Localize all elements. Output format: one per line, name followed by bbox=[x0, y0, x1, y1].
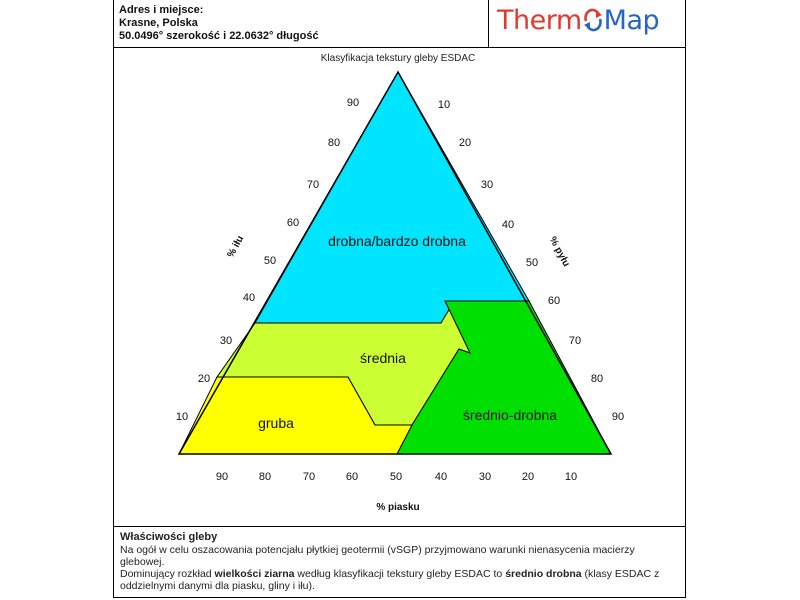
silt-tick-label: 30 bbox=[480, 179, 494, 191]
soil-properties bbox=[113, 526, 686, 598]
logo-thermo-text: Therm bbox=[497, 5, 582, 36]
silt-tick-label: 50 bbox=[525, 257, 539, 269]
result-class-emphasis: średnio drobna bbox=[505, 568, 582, 580]
clay-tick-label: 10 bbox=[175, 411, 189, 423]
silt-tick-label: 90 bbox=[611, 411, 625, 423]
diagram-title: Klasyfikacja tekstury gleby ESDAC bbox=[320, 53, 476, 64]
sand-tick-label: 80 bbox=[258, 471, 272, 483]
properties-title: Właściwości gleby bbox=[120, 531, 218, 543]
ternary-plot bbox=[113, 48, 686, 526]
region-label-gruba: gruba bbox=[258, 415, 294, 431]
logo-map-text: Map bbox=[603, 5, 660, 36]
coordinates: 50.0496° szerokość i 22.0632° długość bbox=[119, 30, 319, 42]
region-label-sredniodrobna: średnio-drobna bbox=[462, 407, 558, 423]
silt-tick-label: 20 bbox=[458, 137, 472, 149]
sand-tick-label: 20 bbox=[521, 471, 535, 483]
soil-texture-diagram bbox=[113, 48, 686, 526]
silt-tick-label: 70 bbox=[568, 335, 582, 347]
sand-tick-label: 40 bbox=[434, 471, 448, 483]
properties-line1: Na ogół w celu oszacowania potencjału płytkiej geotermii (vSGP) przyjmowano warunki nienasycenia macierzy glebowej. bbox=[120, 544, 635, 568]
axis-title-sand: % piasku bbox=[376, 502, 420, 513]
properties-line2-part1: Dominujący rozkład bbox=[120, 568, 215, 580]
properties-line2 bbox=[120, 568, 679, 592]
sand-tick-label: 10 bbox=[564, 471, 578, 483]
silt-tick-label: 80 bbox=[590, 373, 604, 385]
clay-tick-label: 80 bbox=[327, 137, 341, 149]
grain-size-emphasis: wielkości ziarna bbox=[214, 568, 295, 580]
header bbox=[113, 0, 686, 48]
properties-line2-part3: (klasy ESDAC z oddzielnymi danymi dla piasku, gliny i iłu). bbox=[120, 568, 660, 592]
clay-tick-label: 90 bbox=[346, 97, 360, 109]
sand-tick-label: 70 bbox=[302, 471, 316, 483]
sand-tick-label: 90 bbox=[215, 471, 229, 483]
sand-tick-label: 60 bbox=[345, 471, 359, 483]
sand-tick-label: 50 bbox=[389, 471, 403, 483]
address-label: Adres i miejsce: bbox=[119, 4, 204, 16]
clay-tick-label: 40 bbox=[242, 292, 256, 304]
axis-title-clay: % iłu bbox=[225, 233, 247, 260]
sand-tick-label: 30 bbox=[478, 471, 492, 483]
clay-tick-label: 70 bbox=[306, 179, 320, 191]
clay-tick-label: 60 bbox=[286, 217, 300, 229]
silt-tick-label: 60 bbox=[547, 295, 561, 307]
region-label-drobna: drobna/bardzo drobna bbox=[328, 233, 466, 249]
clay-tick-label: 30 bbox=[219, 335, 233, 347]
properties-line2-part2: według klasyfikacji tekstury gleby ESDAC to bbox=[294, 568, 506, 580]
refresh-arrows-icon bbox=[582, 8, 604, 32]
axis-title-silt: % pyłu bbox=[546, 235, 572, 269]
region-drobna-fill bbox=[255, 72, 529, 323]
clay-tick-label: 50 bbox=[263, 255, 277, 267]
logo-box bbox=[488, 0, 684, 47]
silt-tick-label: 40 bbox=[501, 219, 515, 231]
region-label-srednia: średnia bbox=[360, 350, 406, 366]
place-name: Krasne, Polska bbox=[119, 17, 198, 29]
clay-tick-label: 20 bbox=[197, 373, 211, 385]
address-block bbox=[119, 4, 319, 43]
silt-tick-label: 10 bbox=[437, 99, 451, 111]
thermomap-logo bbox=[497, 5, 659, 36]
